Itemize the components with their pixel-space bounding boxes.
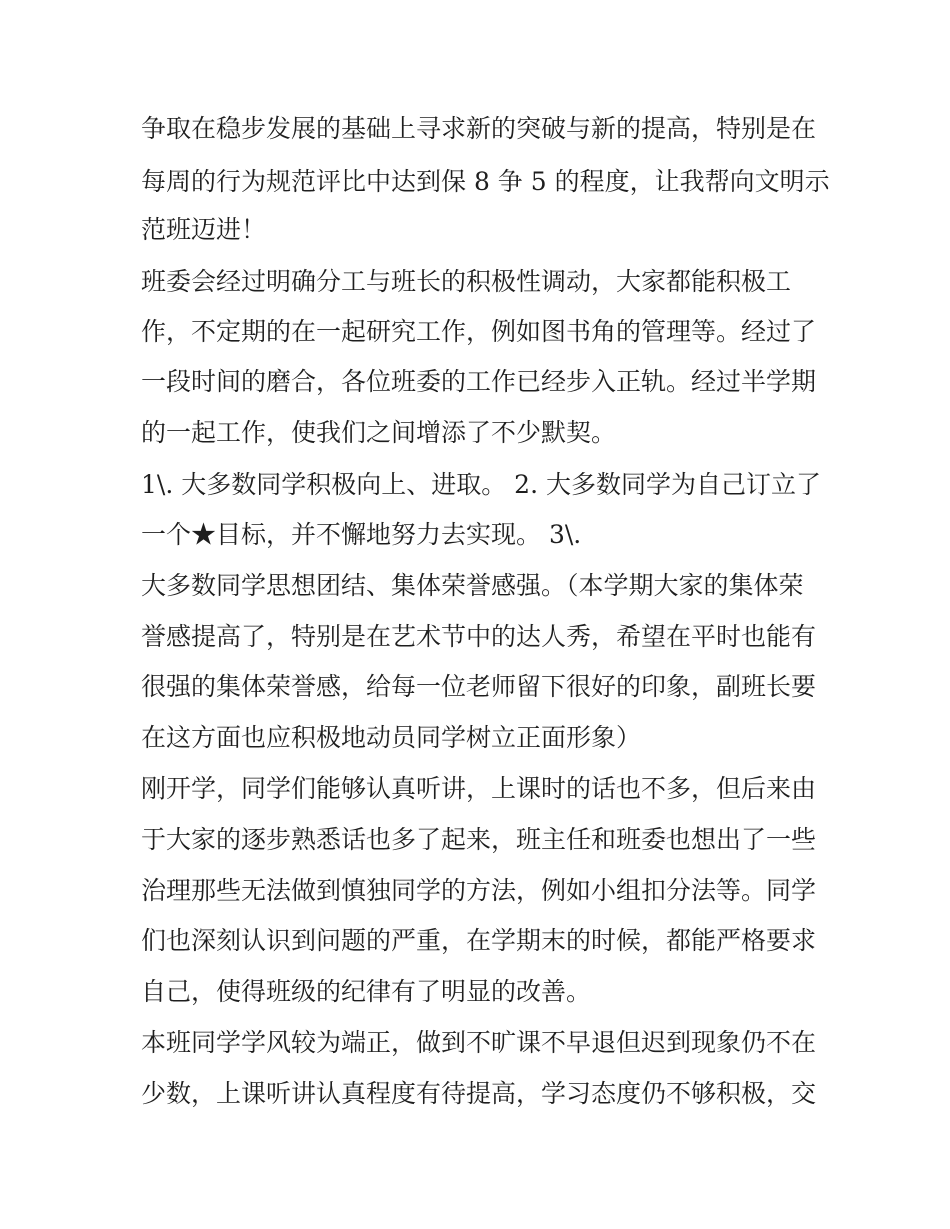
paragraph-2-line-1: 班委会经过明确分工与班长的积极性调动，大家都能积极工 [141, 267, 792, 296]
paragraph-4-line-2: 誉感提高了，特别是在艺术节中的达人秀，希望在平时也能有 [141, 622, 817, 651]
paragraph-2-line-3: 一段时间的磨合，各位班委的工作已经步入正轨。经过半学期 [141, 367, 817, 396]
paragraph-4-line-3: 很强的集体荣誉感，给每一位老师留下很好的印象，副班长要 [141, 672, 817, 701]
paragraph-5-line-1: 刚开学，同学们能够认真听讲，上课时的话也不多，但后来由 [141, 774, 817, 803]
paragraph-1-line-1: 争取在稳步发展的基础上寻求新的突破与新的提高，特别是在 [141, 114, 817, 143]
paragraph-5-line-3: 治理那些无法做到慎独同学的方法，例如小组扣分法等。同学 [141, 876, 817, 905]
paragraph-6-line-2: 少数，上课听讲认真程度有待提高，学习态度仍不够积极，交 [141, 1079, 817, 1108]
paragraph-3-line-1: 1\. 大多数同学积极向上、进取。 2. 大多数同学为自己订立了 [141, 470, 821, 499]
paragraph-5-line-5: 自己，使得班级的纪律有了明显的改善。 [141, 977, 592, 1006]
paragraph-2-line-4: 的一起工作，使我们之间增添了不少默契。 [141, 418, 617, 447]
paragraph-5-line-2: 于大家的逐步熟悉话也多了起来，班主任和班委也想出了一些 [141, 825, 817, 854]
paragraph-3-line-2: 一个★目标，并不懈地努力去实现。 3\. [141, 520, 582, 549]
paragraph-4-line-4: 在这方面也应积极地动员同学树立正面形象） [141, 723, 642, 752]
paragraph-1-line-2: 每周的行为规范评比中达到保 8 争 5 的程度，让我帮向文明示 [141, 167, 830, 196]
paragraph-5-line-4: 们也深刻认识到问题的严重，在学期末的时候，都能严格要求 [141, 926, 817, 955]
paragraph-2-line-2: 作，不定期的在一起研究工作，例如图书角的管理等。经过了 [141, 317, 817, 346]
paragraph-4-line-1: 大多数同学思想团结、集体荣誉感强。（本学期大家的集体荣 [141, 571, 804, 600]
paragraph-6-line-1: 本班同学学风较为端正，做到不旷课不早退但迟到现象仍不在 [141, 1028, 817, 1057]
paragraph-1-line-3: 范班迈进！ [141, 215, 267, 244]
